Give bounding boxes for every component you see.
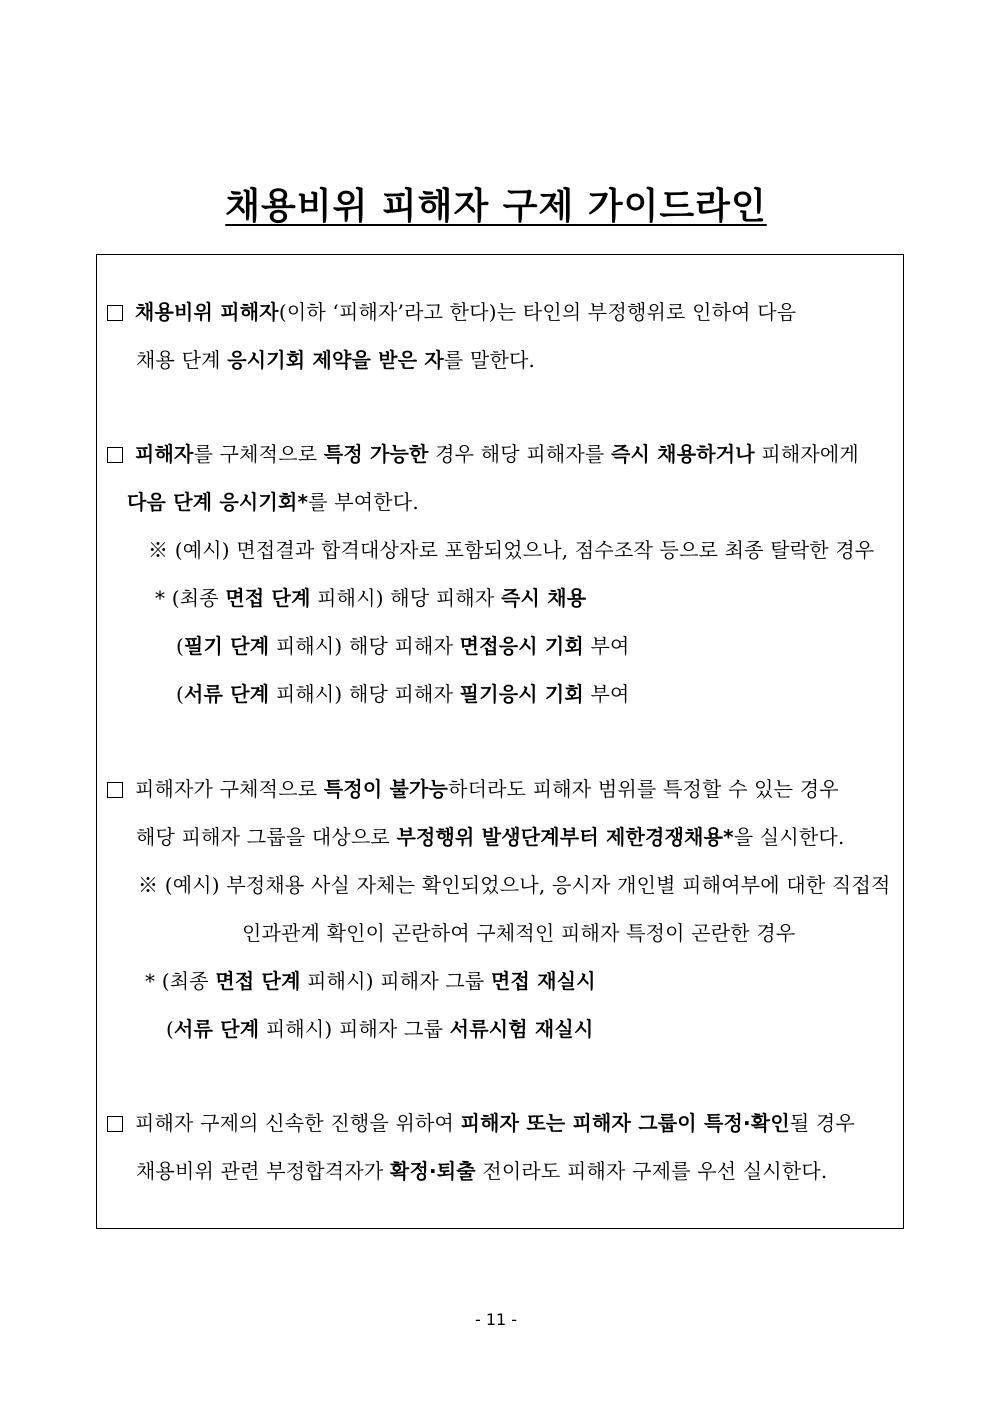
section-2-note: ※ (예시) 면접결과 합격대상자로 포함되었으나, 점수조작 등으로 최종 탈락한 경우 — [148, 538, 875, 562]
section-2-line-1: 피해자를 구체적으로 특정 가능한 경우 해당 피해자를 즉시 채용하거나 피해자에게 — [107, 440, 859, 468]
page-number: - 11 - — [474, 1310, 518, 1329]
section-3-footnote-a: * (최종 면접 단계 피해시) 피해자 그룹 면접 재실시 — [145, 969, 596, 993]
section-1-line-1: 채용비위 피해자(이하 ‘피해자’라고 한다)는 타인의 부정행위로 인하여 다음 — [107, 298, 796, 326]
section-3-line-2: 해당 피해자 그룹을 대상으로 부정행위 발생단계부터 제한경쟁채용*을 실시한다. — [136, 825, 845, 849]
checkbox-bullet-icon — [107, 305, 123, 321]
section-3-footnote-b: (서류 단계 피해시) 피해자 그룹 서류시험 재실시 — [166, 1017, 594, 1041]
page-title: 채용비위 피해자 구제 가이드라인 — [225, 186, 767, 227]
section-2-footnote-a: * (최종 면접 단계 피해시) 해당 피해자 즉시 채용 — [155, 586, 587, 610]
section-2-footnote-c: (서류 단계 피해시) 해당 피해자 필기응시 기회 부여 — [176, 682, 630, 706]
checkbox-bullet-icon — [107, 782, 123, 798]
section-3-note-1: ※ (예시) 부정채용 사실 자체는 확인되었으나, 응시자 개인별 피해여부에 대한 직접적 — [138, 873, 891, 897]
section-4-line-2: 채용비위 관련 부정합격자가 확정·퇴출 전이라도 피해자 구제를 우선 실시한다. — [136, 1159, 828, 1183]
section-3-line-1: 피해자가 구체적으로 특정이 불가능하더라도 피해자 범위를 특정할 수 있는 경우 — [107, 775, 839, 803]
section-2-line-2: 다음 단계 응시기회*를 부여한다. — [127, 490, 419, 514]
section-4-line-1: 피해자 구제의 신속한 진행을 위하여 피해자 또는 피해자 그룹이 특정·확인될 경우 — [107, 1109, 855, 1137]
section-1-line-2: 채용 단계 응시기회 제약을 받은 자를 말한다. — [136, 348, 536, 372]
guideline-box — [96, 254, 904, 1229]
checkbox-bullet-icon — [107, 447, 123, 463]
section-3-note-2: 인과관계 확인이 곤란하여 구체적인 피해자 특정이 곤란한 경우 — [242, 921, 796, 945]
section-2-footnote-b: (필기 단계 피해시) 해당 피해자 면접응시 기회 부여 — [176, 634, 630, 658]
checkbox-bullet-icon — [107, 1116, 123, 1132]
